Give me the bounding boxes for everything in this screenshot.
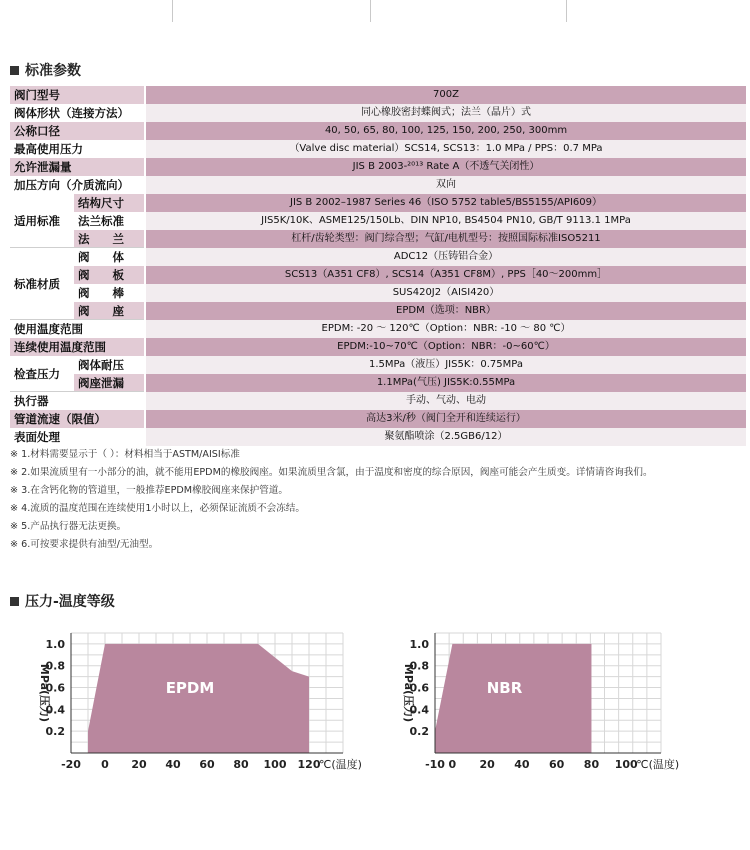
spec-row [10, 266, 746, 284]
y-axis-label: MPa(压力) [402, 663, 415, 723]
spec-row [10, 158, 746, 176]
spec-label: 阀座泄漏 [74, 374, 144, 392]
spec-value: 双向 [146, 176, 746, 194]
spec-value: EPDM:-10~70℃（Option：NBR：-0~60℃） [146, 338, 746, 356]
series-area [88, 644, 309, 753]
spec-label: 允许泄漏量 [10, 158, 144, 176]
spec-label: 阀 体 [78, 250, 124, 264]
x-tick-label: 80 [233, 758, 249, 771]
top-divider [566, 0, 567, 22]
spec-label: 公称口径 [10, 122, 144, 140]
spec-value: JIS B 2002–1987 Series 46（ISO 5752 table5/BS5155/API609） [146, 194, 746, 212]
spec-row [10, 410, 746, 428]
spec-value: 40, 50, 65, 80, 100, 125, 150, 200, 250, 300mm [146, 122, 746, 140]
spec-value: 聚氨酯喷涂（2.5GB6/12） [146, 428, 746, 446]
spec-label: 结构尺寸 [74, 194, 144, 212]
spec-group-label: 适用标准 [14, 214, 60, 228]
spec-value: EPDM: -20 ～ 120℃（Option：NBR: -10 ～ 80 ℃） [146, 320, 746, 338]
spec-value: ADC12（压铸铝合金） [146, 248, 746, 266]
y-tick-label: 0.6 [409, 681, 429, 695]
spec-value: 杠杆/齿轮类型：阀门综合型；气缸/电机型号：按照国际标准ISO5211 [146, 230, 746, 248]
spec-label: 法 兰 [74, 230, 144, 248]
x-tick-label: 0 [101, 758, 109, 771]
top-divider [172, 0, 173, 22]
spec-label: 使用温度范围 [14, 322, 83, 336]
note-item: ※ 4.流质的温度范围在连续使用1小时以上，必须保证流质不会冻结。 [10, 503, 305, 514]
spec-value: 1.5MPa（液压）JIS5K：0.75MPa [146, 356, 746, 374]
epdm-pressure-temperature-chart [0, 625, 380, 785]
spec-label: 阀体耐压 [78, 358, 124, 372]
section-title-text: 压力-温度等级 [25, 594, 115, 610]
y-tick-label: 0.2 [45, 725, 65, 739]
y-tick-label: 0.8 [45, 659, 65, 673]
spec-row [10, 86, 746, 104]
section-title-text: 标准参数 [25, 63, 81, 79]
y-tick-label: 0.2 [409, 725, 429, 739]
x-tick-label: 100 [263, 758, 287, 771]
spec-row [10, 248, 746, 266]
spec-row [10, 320, 746, 338]
spec-label: 阀 座 [74, 302, 144, 320]
note-item: ※ 3.在含钙化物的管道里，一般推荐EPDM橡胶阀座来保护管道。 [10, 485, 289, 496]
spec-row [10, 302, 746, 320]
note-item: ※ 5.产品执行器无法更换。 [10, 521, 127, 532]
series-label: NBR [486, 679, 523, 697]
spec-value: （Valve disc material）SCS14, SCS13：1.0 MPa / PPS：0.7 MPa [146, 140, 746, 158]
spec-label: 阀体形状（连接方法） [14, 106, 129, 120]
top-divider [370, 0, 371, 22]
note-item: ※ 1.材料需要显示于（ ）：材料相当于ASTM/AISI标准 [10, 449, 240, 460]
spec-label: 阀 棒 [78, 286, 124, 300]
notes-list [10, 446, 746, 554]
x-tick-label: 100 [614, 758, 638, 771]
x-axis-label: ℃(温度) [319, 758, 362, 771]
square-bullet-icon [10, 597, 19, 606]
x-tick-label: 80 [583, 758, 600, 771]
spec-value: 700Z [146, 86, 746, 104]
spec-row [10, 140, 746, 158]
x-tick-label: -20 [61, 758, 81, 771]
spec-label: 法兰标准 [78, 214, 124, 228]
x-tick-label: 40 [514, 758, 530, 771]
x-axis-label: ℃(温度) [636, 758, 680, 771]
x-tick-label: 40 [165, 758, 181, 771]
spec-value: 同心橡胶密封蝶阀式；法兰（晶片）式 [146, 104, 746, 122]
spec-label: 最高使用压力 [14, 142, 83, 156]
spec-label: 管道流速（限值） [10, 410, 144, 428]
y-tick-label: 0.6 [45, 681, 65, 695]
series-area [435, 644, 591, 753]
spec-value: SUS420J2（AISI420） [146, 284, 746, 302]
spec-value: EPDM（选项：NBR） [146, 302, 746, 320]
y-axis-label: MPa(压力) [38, 663, 51, 723]
x-tick-label: 60 [199, 758, 215, 771]
y-tick-label: 1.0 [409, 637, 429, 651]
x-tick-label: 60 [549, 758, 565, 771]
spec-row [10, 176, 746, 194]
spec-label: 加压方向（介质流向） [14, 178, 129, 192]
spec-label: 连续使用温度范围 [10, 338, 144, 356]
series-label: EPDM [165, 679, 215, 697]
y-tick-label: 1.0 [45, 637, 65, 651]
spec-row [10, 338, 746, 356]
spec-value: SCS13（A351 CF8）, SCS14（A351 CF8M）, PPS［40～200mm］ [146, 266, 746, 284]
nbr-pressure-temperature-chart [380, 625, 750, 785]
spec-row [10, 428, 746, 446]
spec-row [10, 194, 746, 212]
spec-label: 阀 板 [74, 266, 144, 284]
spec-value: 1.1MPa(气压) JIS5K:0.55MPa [146, 374, 746, 392]
spec-row [10, 356, 746, 374]
x-tick-label: 20 [479, 758, 495, 771]
y-tick-label: 0.4 [45, 703, 65, 717]
spec-value: 手动、气动、电动 [146, 392, 746, 410]
x-tick-label: -10 [425, 758, 445, 771]
spec-value: JIS5K/10K、ASME125/150Lb、DIN NP10, BS4504 PN10, GB/T 9113.1 1MPa [146, 212, 746, 230]
spec-row [10, 392, 746, 410]
y-tick-label: 0.4 [409, 703, 429, 717]
spec-label: 阀门型号 [10, 86, 144, 104]
spec-value: 高达3米/秒（阀门全开和连续运行） [146, 410, 746, 428]
spec-row [10, 212, 746, 230]
chart-section-title [10, 591, 115, 611]
spec-label: 执行器 [14, 394, 49, 408]
square-bullet-icon [10, 66, 19, 75]
spec-section-title [10, 60, 81, 80]
note-item: ※ 2.如果流质里有一小部分的油，就不能用EPDM的橡胶阀座。如果流质里含氯，由于温度和密度的综合原因，阀座可能会产生质变。详情请咨询我们。 [10, 467, 653, 478]
spec-row [10, 284, 746, 302]
spec-group-label: 检查压力 [14, 367, 60, 381]
y-tick-label: 0.8 [409, 659, 429, 673]
spec-label: 表面处理 [14, 430, 60, 444]
x-tick-label: 20 [131, 758, 147, 771]
note-item: ※ 6.可按要求提供有油型/无油型。 [10, 539, 159, 550]
spec-row [10, 374, 746, 392]
spec-row [10, 122, 746, 140]
x-tick-label: 120 [297, 758, 321, 771]
spec-row [10, 230, 746, 248]
spec-row [10, 104, 746, 122]
spec-value: JIS B 2003-²⁰¹³ Rate A（不透气关闭性） [146, 158, 746, 176]
x-tick-label: 0 [448, 758, 457, 771]
spec-group-label: 标准材质 [14, 277, 60, 291]
